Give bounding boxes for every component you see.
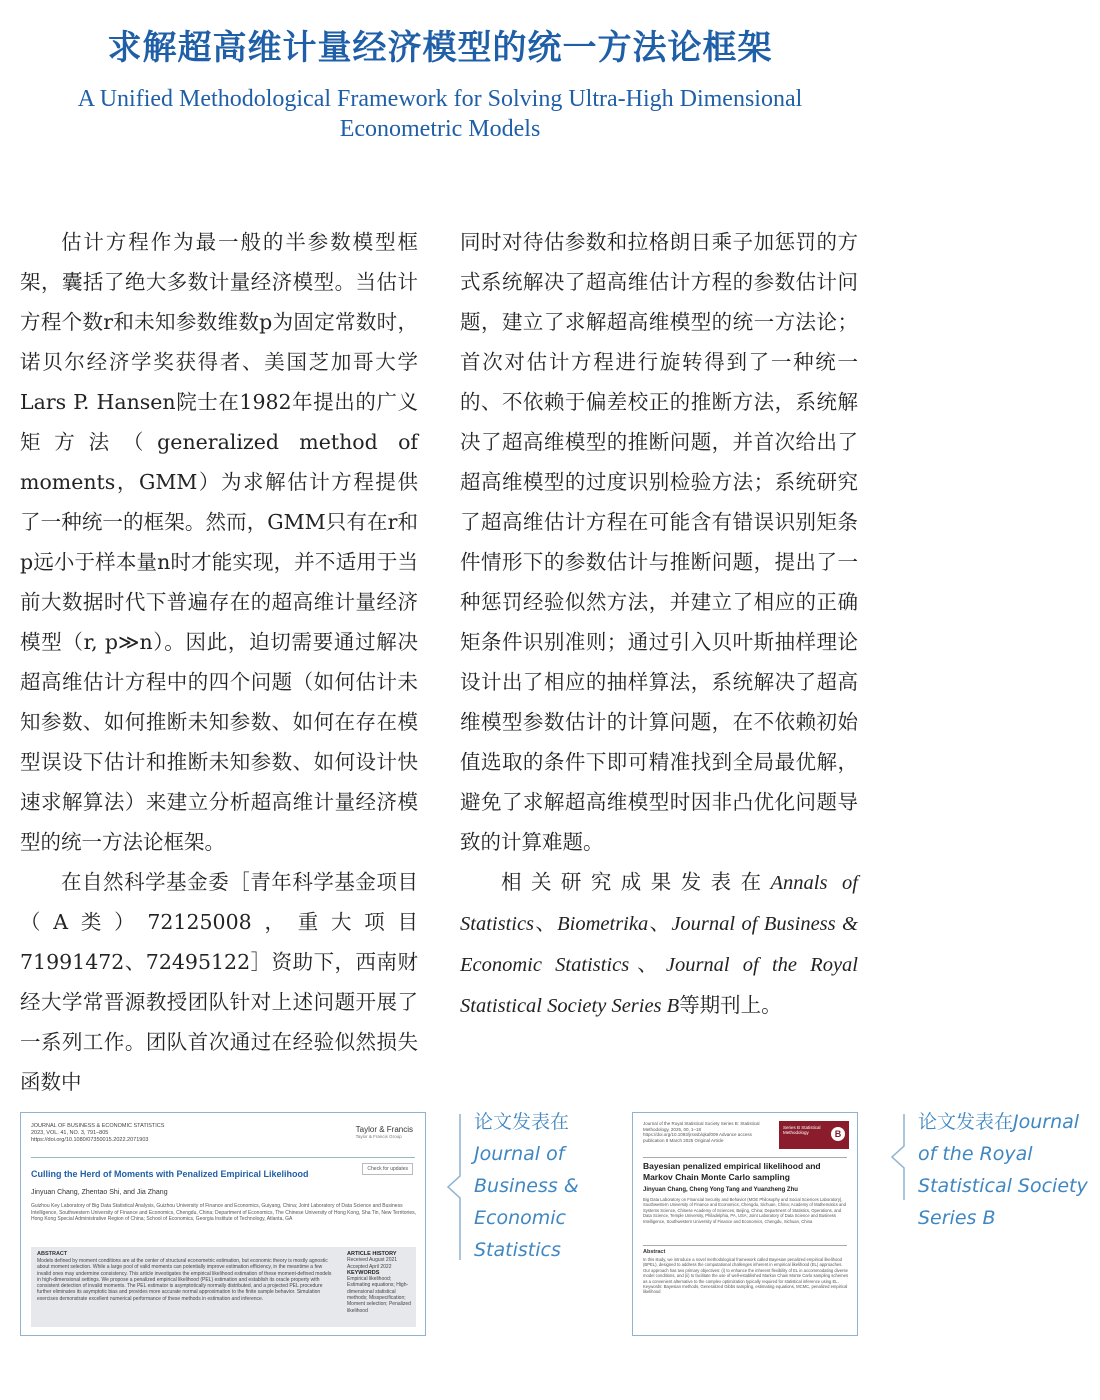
journal-name: Annals of Statistics: [460, 872, 858, 935]
journal-name: Journal of Business & Economic Statistics: [460, 913, 859, 976]
journal-name: Biometrika: [557, 913, 649, 935]
paper2-abstract: In this study, we introduce a novel methodological framework called Bayesian penalized empirical likelihood (BPEL), designed to address the computational challenges inherent in empirical likelihood (EL) approaches. Our approach has two primary objectives: (i) to enhance the inherent flexibility of EL in accommodating diverse model conditions, and (ii) to facilitate the use of well-established Markov Chain Monte Carlo sampling schemes as a convenient alternative to the complex optimization typically required for statistical inference using EL. Keywords: Bayesian methods, Generalized Gibbs sampling, estimating equations, MCMC, penalized empirical likelihood: [643, 1257, 849, 1295]
callout-bracket: [890, 1112, 910, 1202]
paper1-abstract-box: ABSTRACT Models defined by moment conditions are at the center of structural econometric estimation, but economic theory is mostly agnostic about moment selection. While a large pool of valid moments can potentially improve estimation efficiency, in the meantime a few invalid ones may undermine consistency. This article investigates the empirical likelihood estimation of these moment-defined models in high-dimensional settings. We propose a penalized empirical likelihood (PEL) estimation and establish its oracle property with consistent detection of invalid moments. The PEL estimator is asymptotically normally distributed, and a projected PEL procedure further eliminates its asymptotic bias and provides more accurate normal approximation to the finite sample behavior. Simulation exercises demonstrate excellent numerical performance of these methods in estimation and inference. ARTICLE HISTORY Received August 2021 Accepted April 2022 KEYWORDS Empirical likelihood; Estimating equations; High-dimensional statistical methods; Misspecification; Moment selection; Penalized likelihood: [31, 1247, 416, 1327]
right-paragraph-1: 同时对待估参数和拉格朗日乘子加惩罚的方式系统解决了超高维估计方程的参数估计问题，建立了求解超高维模型的统一方法论；首次对估计方程进行旋转得到了一种统一的、不依赖于偏差校正的推断方法，系统解决了超高维模型的推断问题，并首次给出了超高维模型的过度识别检验方法；系统研究了超高维估计方程在可能含有错误识别矩条件情形下的参数估计与推断问题，提出了一种惩罚经验似然方法，并建立了相应的正确矩条件识别准则；通过引入贝叶斯抽样理论设计出了相应的抽样算法，系统解决了超高维模型参数估计的计算问题，在不依赖初始值选取的条件下即可精准找到全局最优解，避免了求解超高维模型时因非凸优化问题导致的计算难题。: [460, 230, 858, 854]
title-chinese: 求解超高维计量经济模型的统一方法论框架: [107, 28, 773, 68]
paper2-journal-header: Journal of the Royal Statistical Society Series B: Statistical Methodology, 2025, 00, 1–18 https://doi.org/10.1093/jrsssb/qkaf009 Advance access publication 8 March 2025 Original Article: [643, 1121, 760, 1143]
left-paragraph-2: 在自然科学基金委［青年科学基金项目（A类）72125008，重大项目71991472、72495122］资助下，西南财经大学常晋源教授团队针对上述问题开展了一系列工作。团队首次通过在经验似然损失函数中: [20, 870, 418, 1094]
left-column: [20, 222, 418, 1102]
paper1-affiliations: Guizhou Key Laboratory of Big Data Statistical Analysis, Guizhou University of Finance and Economics, Guiyang, China; Joint Laboratory of Data Science and Business Intelligence, Southwestern University of Finance and Economics, Chengdu, China; Department of Economics, The Chinese University of Hong Kong, Sha Tin, New Territories, Hong Kong Special Administrative Region of China; School of Economics, Georgia Institute of Technology, Atlanta, GA: [31, 1203, 417, 1222]
right-paragraph-2: 相关研究成果发表在Annals of Statistics、Biometrika、Journal of Business & Economic Statistics、Journal of the Royal Statistical Society Series B等期刊上。: [460, 870, 859, 1017]
paper1-journal-header: JOURNAL OF BUSINESS & ECONOMIC STATISTICS 2023, VOL. 41, NO. 3, 791–805 https://doi.org/10.1080/07350015.2022.2071903: [31, 1123, 165, 1143]
check-updates-badge: Check for updates: [362, 1163, 413, 1175]
title-english: A Unified Methodological Framework for Solving Ultra-High Dimensional Econometric Models: [77, 86, 803, 142]
publication-suffix: 等期刊上。: [679, 993, 782, 1017]
right-column: [460, 222, 858, 1026]
journal-name: Journal of the Royal Statistical Society Series B: [460, 954, 858, 1017]
paper1-article-info: ARTICLE HISTORY Received August 2021 Accepted April 2022 KEYWORDS Empirical likelihood; Estimating equations; High-dimensional statistical methods; Misspecification; Moment selection; Penalized likelihood: [347, 1251, 411, 1314]
publisher-logo: Taylor & Francis Taylor & Francis Group: [355, 1125, 413, 1139]
paper-thumbnail-jbes: [20, 1112, 426, 1336]
series-b-logo: Series B Statistical Methodology B: [779, 1121, 849, 1149]
paper2-title: Bayesian penalized empirical likelihood and Markov Chain Monte Carlo sampling: [643, 1161, 821, 1182]
paper1-abstract: Models defined by moment conditions are at the center of structural econometric estimation, but economic theory is mostly agnostic about moment selection. While a large pool of valid moments can potentially improve estimation efficiency, in the meantime a few invalid ones may undermine consistency. This article investigates the empirical likelihood estimation of these moment-defined models in high-dimensional settings. We propose a penalized empirical likelihood (PEL) estimation and establish its oracle property with consistent detection of invalid moments. The PEL estimator is asymptotically normally distributed, and a projected PEL procedure further eliminates its asymptotic bias and provides more accurate normal approximation to the finite sample behavior. Simulation exercises demonstrate excellent numerical performance of these methods in estimation and inference.: [37, 1258, 332, 1302]
paper1-authors: Jinyuan Chang, Zhentao Shi, and Jia Zhang: [31, 1189, 168, 1196]
callout-jrssb: 论文发表在Journal of the Royal Statistical Society Series B: [918, 1111, 1088, 1229]
paper2-authors: Jinyuan Chang, Cheng Yong Tang and Yuanzheng Zhu: [643, 1187, 798, 1193]
paper-thumbnail-jrssb: Journal of the Royal Statistical Society Series B: Statistical Methodology, 2025, 00, 1–18 https://doi.org/10.1093/jrsssb/qkaf009 Advance access publication 8 March 2025 Original Article Series B Statistical Methodology B Bayesian penalized empirical likelihood and Markov Chain Monte Carlo sampling Jinyuan Chang, Cheng Yong Tang and Yuanzheng Zhu Big Data Laboratory on Financial Security and Behavior (MOE Philosophy and Social Sciences Laboratory), Southwestern University of Finance and Economics, Chengdu, Sichuan, China; Academy of Mathematics and Systems Science, Chinese Academy of Sciences, Beijing, China; Department of Statistics, Operations, and Data Science, Temple University, Philadelphia, PA, USA; Joint Laboratory of Data Science and Business Intelligence, Southwestern University of Finance and Economics, Chengdu, Sichuan, China Abstract In this study, we introduce a novel methodological framework called Bayesian penalized empirical likelihood (BPEL), designed to address the computational challenges inherent in empirical likelihood (EL) approaches. Our approach has two primary objectives: (i) to enhance the inherent flexibility of EL in accommodating diverse model conditions, and (ii) to facilitate the use of well-established Markov Chain Monte Carlo sampling schemes as a convenient alternative to the complex optimization typically required for statistical inference using EL. Keywords: Bayesian methods, Generalized Gibbs sampling, estimating equations, MCMC, penalized empirical likelihood: [632, 1112, 858, 1336]
divider: [643, 1157, 847, 1158]
paper1-title: Culling the Herd of Moments with Penalized Empirical Likelihood: [31, 1169, 309, 1179]
publication-prefix: 相关研究成果发表在: [501, 870, 771, 894]
divider: [643, 1245, 847, 1246]
callout-jbes: 论文发表在 Journal of Business & Economic Statistics: [474, 1111, 579, 1261]
paper2-affiliations: Big Data Laboratory on Financial Security and Behavior (MOE Philosophy and Social Sciences Laboratory), Southwestern University of Finance and Economics, Chengdu, Sichuan, China; Academy of Mathematics and Systems Science, Chinese Academy of Sciences, Beijing, China; Department of Statistics, Operations, and Data Science, Temple University, Philadelphia, PA, USA; Joint Laboratory of Data Science and Business Intelligence, Southwestern University of Finance and Economics, Chengdu, Sichuan, China: [643, 1197, 846, 1224]
left-paragraph-1: 估计方程作为最一般的半参数模型框架，囊括了绝大多数计量经济模型。当估计方程个数r和未知参数维数p为固定常数时，诺贝尔经济学奖获得者、美国芝加哥大学Lars P. Hansen院士在1982年提出的广义矩方法（generalized method of moments，GMM）为求解估计方程提供了一种统一的框架。然而，GMM只有在r和p远小于样本量n时才能实现，并不适用于当前大数据时代下普遍存在的超高维计量经济模型（r, p≫n）。因此，迫切需要通过解决超高维估计方程中的四个问题（如何估计未知参数、如何推断未知参数、如何在存在模型误设下估计和推断未知参数、如何设计快速求解算法）来建立分析超高维计量经济模型的统一方法论框架。: [20, 230, 418, 854]
callout-bracket: [446, 1112, 466, 1262]
divider: [31, 1157, 415, 1158]
